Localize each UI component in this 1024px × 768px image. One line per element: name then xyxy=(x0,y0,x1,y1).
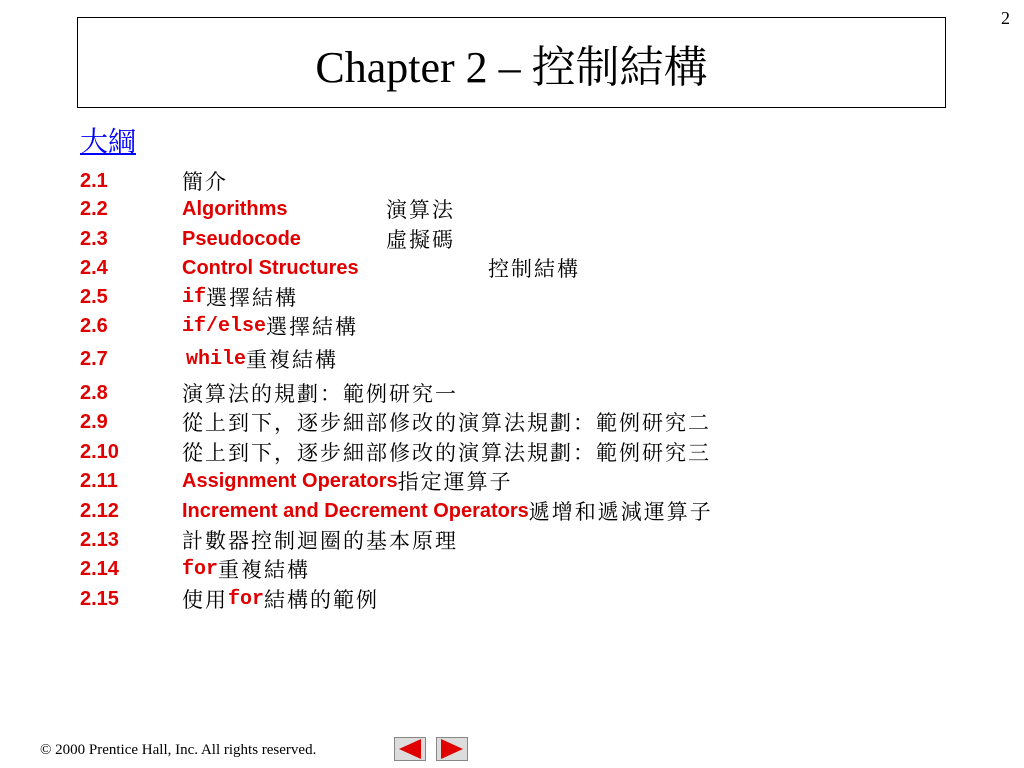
toc-text-en: Increment and Decrement Operators xyxy=(182,499,529,522)
toc-content xyxy=(182,378,458,408)
toc-text-zh: 演算法的規劃：範例研究一 xyxy=(182,382,458,406)
red-right-triangle-icon xyxy=(441,739,463,759)
toc-text-zh: 重複結構 xyxy=(218,558,311,582)
toc-number: 2.15 xyxy=(80,587,119,610)
toc-content xyxy=(182,525,458,555)
toc-content xyxy=(182,496,713,526)
toc-text-zh: 控制結構 xyxy=(488,257,580,281)
toc-number: 2.10 xyxy=(80,440,119,463)
toc-content xyxy=(182,584,379,614)
toc-number: 2.12 xyxy=(80,499,119,522)
toc-text-code: if xyxy=(182,285,207,309)
toc-content xyxy=(182,407,711,437)
toc-number: 2.2 xyxy=(80,197,108,220)
toc-content xyxy=(182,257,359,280)
toc-content xyxy=(182,466,513,496)
toc-number: 2.9 xyxy=(80,410,108,433)
toc-text-zh: 從上到下，逐步細部修改的演算法規劃：範例研究三 xyxy=(182,441,711,465)
toc-text-zh: 重複結構 xyxy=(246,348,339,372)
slide-title: Chapter 2 – 控制結構 xyxy=(77,17,946,108)
toc-text-zh: 從上到下，逐步細部修改的演算法規劃：範例研究二 xyxy=(182,411,711,435)
toc-text-code: for xyxy=(182,557,219,581)
toc-number: 2.1 xyxy=(80,169,108,192)
toc-number: 2.14 xyxy=(80,557,119,580)
toc-text-zh: 計數器控制迴圈的基本原理 xyxy=(182,529,458,553)
copyright-footer: © 2000 Prentice Hall, Inc. All rights reserved. xyxy=(40,742,317,758)
toc-text-zh: 選擇結構 xyxy=(206,286,299,310)
toc-text-code: for xyxy=(228,587,265,611)
toc-content xyxy=(182,198,288,221)
toc-text-en: Algorithms xyxy=(182,197,288,220)
toc-text-code: if/else xyxy=(182,314,267,338)
toc-number: 2.13 xyxy=(80,528,119,551)
toc-text-en: Pseudocode xyxy=(182,227,301,250)
toc-text-zh: 使用 xyxy=(182,588,228,612)
toc-text-zh: 指定運算子 xyxy=(397,470,513,494)
toc-number: 2.11 xyxy=(80,469,118,492)
toc-text-zh: 演算法 xyxy=(386,198,455,222)
red-left-triangle-icon xyxy=(399,739,421,759)
outline-heading-link[interactable]: 大綱 xyxy=(80,125,137,158)
next-button-face[interactable] xyxy=(436,737,468,761)
toc-text-zh: 選擇結構 xyxy=(266,315,359,339)
toc-text-en: Control Structures xyxy=(182,256,359,279)
toc-text-zh: 遞增和遞減運算子 xyxy=(528,500,713,524)
toc-text-zh: 虛擬碼 xyxy=(386,228,455,252)
toc-content xyxy=(186,344,338,374)
toc-content xyxy=(182,437,711,467)
toc-text-zh: 簡介 xyxy=(182,170,228,194)
toc-number: 2.3 xyxy=(80,227,108,250)
toc-text-code: while xyxy=(186,347,247,371)
toc-text-zh: 結構的範例 xyxy=(264,588,380,612)
prev-slide-button[interactable] xyxy=(394,737,426,761)
toc-number: 2.8 xyxy=(80,381,108,404)
toc-content xyxy=(182,166,228,196)
prev-button-face[interactable] xyxy=(394,737,426,761)
toc-text-en: Assignment Operators xyxy=(182,469,398,492)
page-number: 2 xyxy=(1001,8,1010,28)
toc-content xyxy=(182,311,358,341)
toc-number: 2.7 xyxy=(80,347,108,370)
toc-content xyxy=(182,554,310,584)
toc-content xyxy=(182,228,301,251)
toc-number: 2.6 xyxy=(80,314,108,337)
toc-number: 2.4 xyxy=(80,256,108,279)
toc-content xyxy=(182,282,298,312)
next-slide-button[interactable] xyxy=(436,737,468,761)
toc-number: 2.5 xyxy=(80,285,108,308)
